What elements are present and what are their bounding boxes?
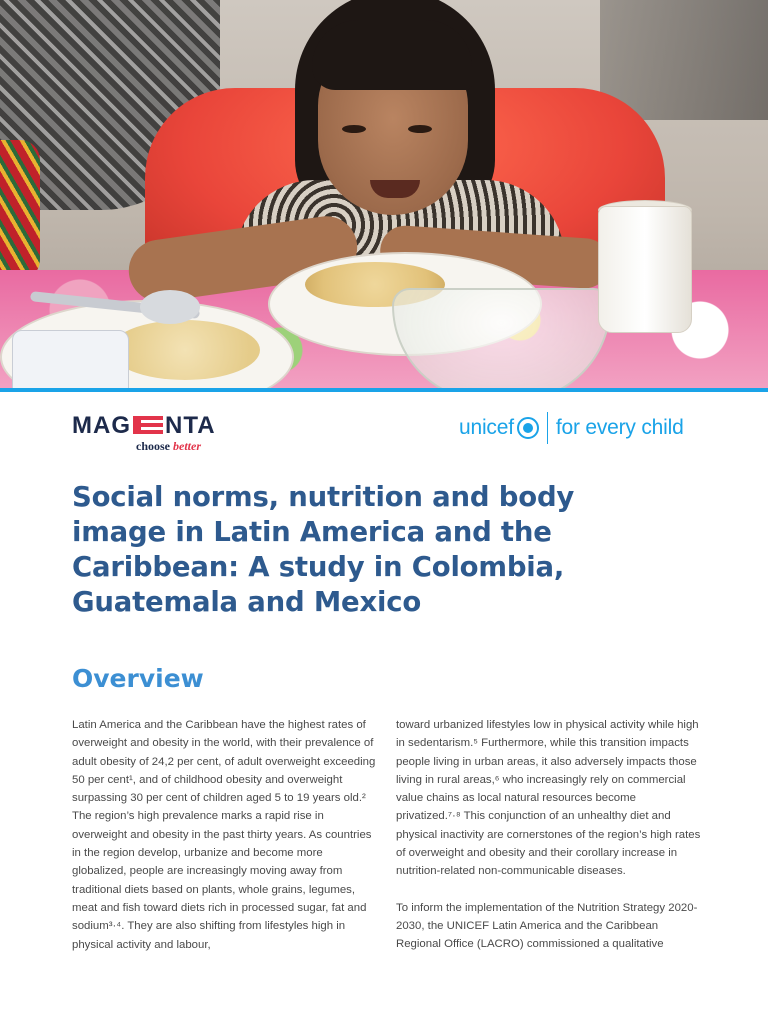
magenta-logo <box>72 412 222 452</box>
unicef-globe-icon <box>517 417 539 439</box>
magenta-tagline-plain: choose <box>136 439 170 453</box>
left-child-sleeve <box>0 140 40 280</box>
glass-bowl <box>392 288 611 388</box>
hero-photo <box>0 0 768 388</box>
magenta-e-icon <box>133 416 163 434</box>
paragraph: Latin America and the Caribbean have the highest rates of overweight and obesity in the world, with their prevalence of adult obesity of 24,2 per cent, of adult overweight exceeding 50 per cent¹, and of childhood obesity and overweight surpassing 30 per cent of children aged 5 to 19 years old.² The region’s high prevalence marks a rapid rise in overweight and obesity in the past thirty years. As countries in the region develop, urbanize and become more globalized, people are increasingly moving away from traditional diets based on plants, whole grains, legumes, meat and fish toward diets rich in processed sugar, fat and sodium³·⁴. They are also shifting from lifestyles high in physical activity and labour, <box>72 719 376 951</box>
eye-left <box>342 125 366 133</box>
girl-bangs <box>312 20 472 90</box>
document-title: Social norms, nutrition and body image in Latin America and the Caribbean: A study in Colombia, Guatemala and Mexico <box>72 481 575 618</box>
white-cup <box>598 206 692 333</box>
magenta-word-left: MAG <box>72 412 131 439</box>
unicef-wordmark: unicef <box>459 416 514 439</box>
body-column-left <box>72 716 377 972</box>
body-column-right <box>396 716 701 972</box>
paragraph: To inform the implementation of the Nutrition Strategy 2020-2030, the UNICEF Latin America and the Caribbean Regional Office (LACRO) commissioned a qualitative <box>396 901 698 951</box>
magenta-tagline <box>136 439 201 454</box>
section-heading-overview: Overview <box>72 664 204 693</box>
magenta-word-right: NTA <box>165 412 216 439</box>
spoon-head <box>140 290 200 324</box>
magenta-tagline-accent: better <box>173 439 201 453</box>
magenta-wordmark <box>72 412 216 440</box>
food-left <box>110 320 260 380</box>
background-shadow <box>600 0 768 120</box>
unicef-divider <box>547 412 548 444</box>
mug-left <box>12 330 129 388</box>
paragraph: toward urbanized lifestyles low in physical activity while high in sedentarism.⁵ Furthermore, while this transition impacts people living in urban areas, it also adversely impacts those living in rural areas,⁶ who increasingly rely on commercial value chains as local natural resources become privatized.⁷·⁸ This conjunction of an unhealthy diet and physical inactivity are cornerstones of the region’s high rates of overweight and obesity and their corollary increase in nutrition-related non-communicable diseases. <box>396 719 701 878</box>
blue-divider-rule <box>0 388 768 392</box>
eye-right <box>408 125 432 133</box>
unicef-logo <box>459 410 684 446</box>
unicef-motto: for every child <box>555 416 684 439</box>
